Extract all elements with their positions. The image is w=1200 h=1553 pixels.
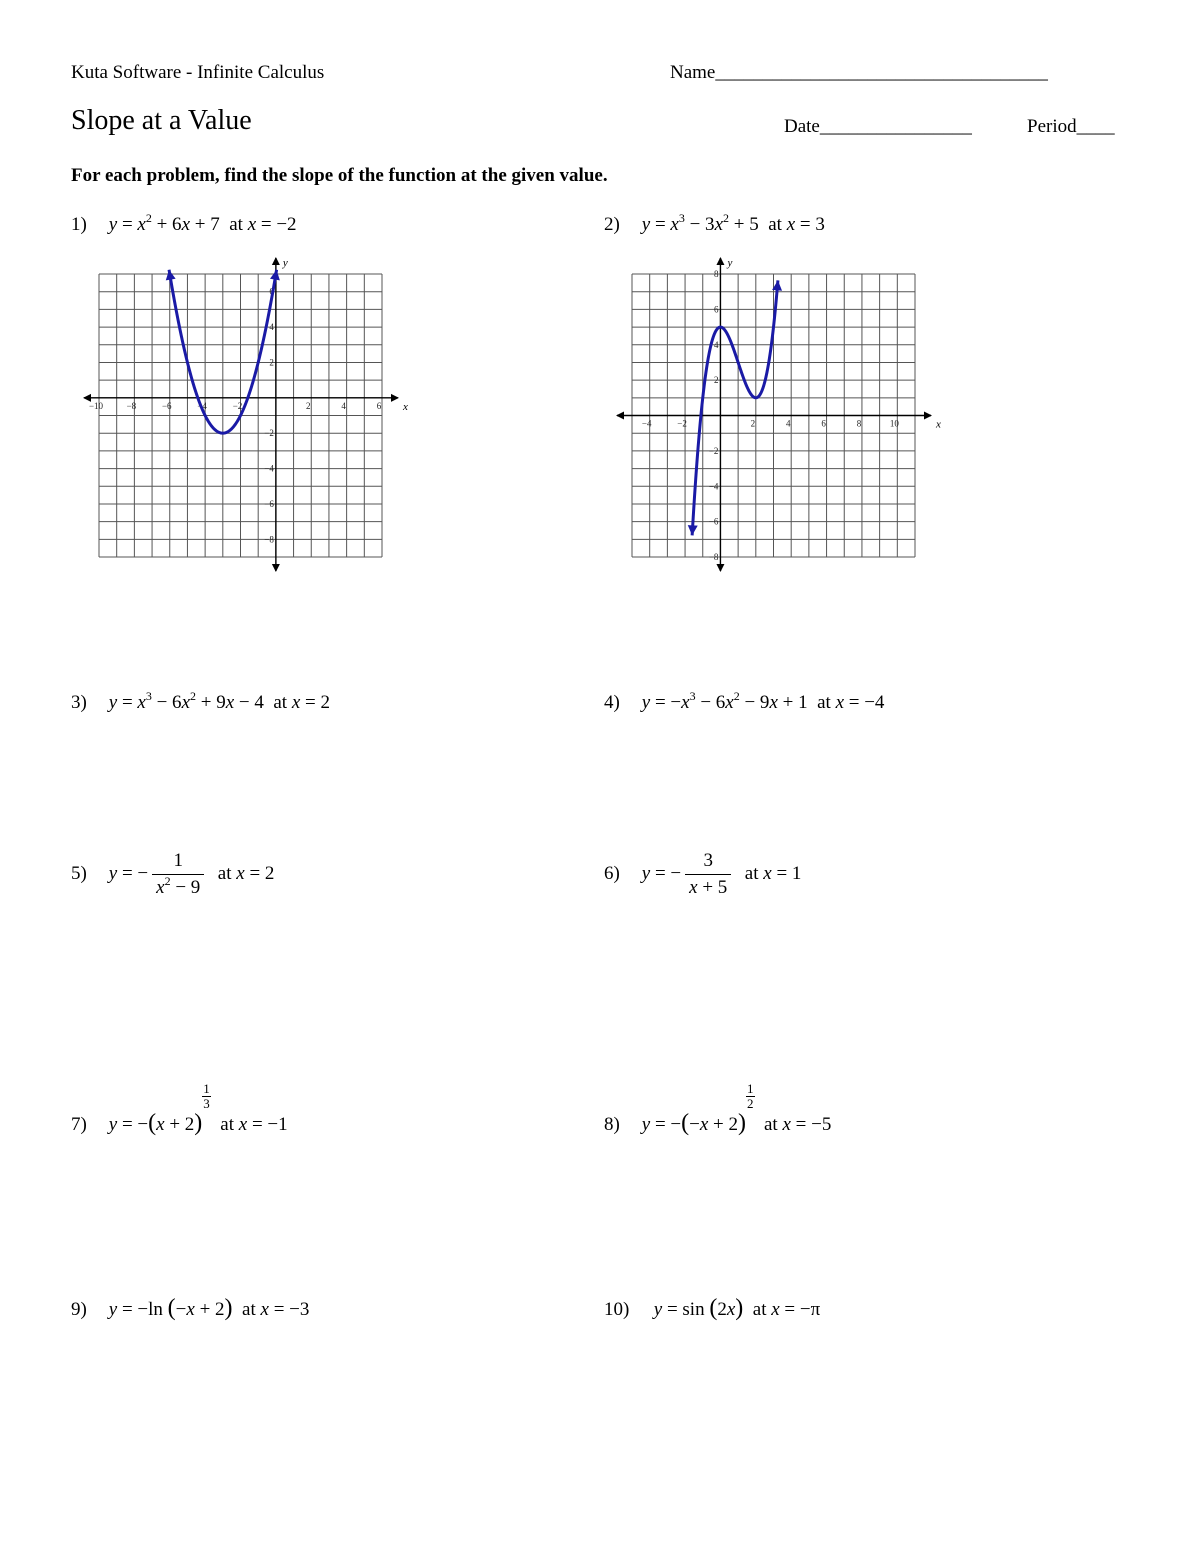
name-blank: ___________________________________ xyxy=(715,62,1048,83)
y-axis-arrow-bottom xyxy=(716,564,724,572)
x-axis-arrow-right xyxy=(391,394,399,402)
instructions: For each problem, find the slope of the function at the given value. xyxy=(71,165,608,186)
problem-3: 3) $y = x^3 - 6x^2 + 9x - 4$ at x = 2 xyxy=(71,689,330,713)
problem-number: 6) xyxy=(604,862,620,884)
x-axis-arrow-right xyxy=(924,412,932,420)
problem-number: 1) xyxy=(71,214,87,235)
x-tick-label: −2 xyxy=(677,418,687,429)
function-curve xyxy=(692,280,778,535)
problem-6: 6) y = − $\frac{3}{x + 5}$ at x = 1 xyxy=(604,850,802,898)
y-axis-arrow-bottom xyxy=(272,564,280,572)
y-tick-label: −4 xyxy=(264,463,274,474)
y-tick-label: 2 xyxy=(713,375,719,386)
x-tick-label: 2 xyxy=(750,418,756,429)
problem-number: 2) xyxy=(604,214,620,235)
y-axis-arrow-top xyxy=(716,257,724,265)
x-axis-label: x xyxy=(403,400,408,413)
problem-number: 8) xyxy=(604,1114,620,1135)
page-title: Slope at a Value xyxy=(71,105,252,136)
y-tick-label: −8 xyxy=(708,552,719,562)
date-label: Date xyxy=(784,116,820,137)
x-tick-label: 2 xyxy=(306,400,311,411)
y-tick-label: 6 xyxy=(269,286,274,297)
x-tick-label: −4 xyxy=(197,400,207,411)
y-tick-label: 2 xyxy=(269,357,274,368)
y-tick-label: −2 xyxy=(708,445,719,456)
period-blank: ____ xyxy=(1076,116,1115,137)
x-tick-label: 8 xyxy=(856,418,862,429)
problem-10: 10) y = sin (2x) at x = −π xyxy=(604,1295,821,1321)
problem-9: 9) y = −ln (−x + 2) at x = −3 xyxy=(71,1295,310,1321)
problem-7: 7) y = −(x + 2) $\frac{1}{3}$ at x = −1 xyxy=(71,1081,288,1136)
y-tick-label: 4 xyxy=(269,322,274,333)
graph-1 xyxy=(70,248,410,583)
y-axis-arrow-top xyxy=(272,257,280,265)
date-blank: ________________ xyxy=(819,116,972,137)
name-label: Name xyxy=(670,62,716,83)
y-tick-label: 4 xyxy=(713,339,719,350)
period-field[interactable] xyxy=(1027,116,1115,138)
y-tick-label: −6 xyxy=(264,498,274,509)
period-label: Period xyxy=(1027,116,1077,137)
problem-2: 2) $y = x^3 - 3x^2 + 5$ at x = 3 xyxy=(604,211,825,235)
x-tick-label: 10 xyxy=(889,418,899,429)
x-tick-label: −8 xyxy=(126,400,137,411)
problem-number: 4) xyxy=(604,692,620,713)
y-tick-label: −4 xyxy=(708,481,719,492)
x-tick-label: 6 xyxy=(376,400,382,411)
problem-8: 8) y = −(−x + 2) $\frac{1}{2}$ at x = −5 xyxy=(604,1081,832,1136)
x-axis-label: x xyxy=(936,418,941,431)
x-tick-label: 6 xyxy=(821,418,826,429)
problem-number: 10) xyxy=(604,1299,630,1320)
x-axis-arrow-left xyxy=(616,412,624,420)
problem-number: 9) xyxy=(71,1299,87,1320)
problem-4: 4) $y = -x^3 - 6x^2 - 9x + 1$ at x = −4 xyxy=(604,689,885,713)
graph-2 xyxy=(605,248,945,583)
publisher-label: Kuta Software - Infinite Calculus xyxy=(71,62,325,83)
y-tick-label: −2 xyxy=(264,428,274,439)
x-tick-label: 4 xyxy=(785,418,791,429)
x-tick-label: 4 xyxy=(341,400,346,411)
problem-1: 1) $y = x^2 + 6x + 7$ at x = −2 xyxy=(71,211,297,235)
problem-number: 3) xyxy=(71,692,87,713)
y-axis-label: y xyxy=(727,257,733,269)
y-tick-label: 8 xyxy=(713,269,719,279)
x-tick-label: −6 xyxy=(161,400,172,411)
problem-5: 5) y = − $\frac{1}{x^2 - 9}$ at x = 2 xyxy=(71,850,275,898)
y-tick-label: −6 xyxy=(708,516,719,527)
date-field[interactable] xyxy=(784,116,972,138)
x-tick-label: −4 xyxy=(641,418,652,429)
problem-number: 7) xyxy=(71,1114,87,1135)
y-tick-label: −8 xyxy=(264,534,274,545)
name-field[interactable] xyxy=(670,62,1048,84)
y-tick-label: 6 xyxy=(713,304,719,315)
y-axis-label: y xyxy=(282,257,288,269)
curve-arrow-start xyxy=(688,525,698,535)
x-tick-label: −10 xyxy=(88,400,104,411)
x-tick-label: −2 xyxy=(232,400,243,411)
problem-number: 5) xyxy=(71,862,87,884)
